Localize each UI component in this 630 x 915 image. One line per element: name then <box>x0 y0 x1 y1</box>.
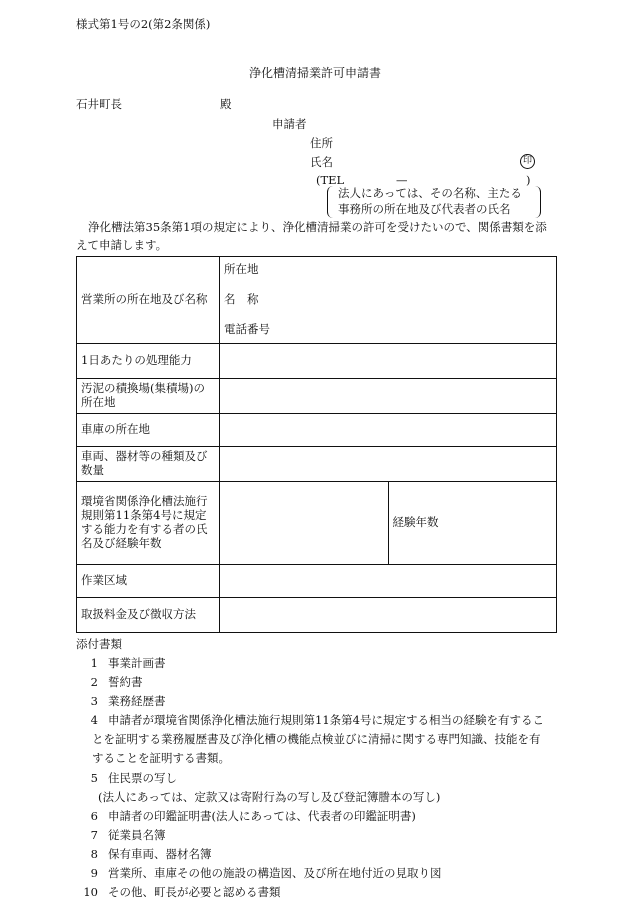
honorific: 殿 <box>220 97 232 111</box>
table-row-fees <box>77 598 557 633</box>
form-number: 様式第1号の2(第2条関係) <box>76 17 211 31</box>
document-title: 浄化槽清掃業許可申請書 <box>248 66 381 80</box>
tel-open: (TEL <box>316 173 345 187</box>
work-area-value-cell[interactable] <box>220 565 557 598</box>
attachment-item-4-cont-2: することを証明する書類。 <box>92 751 230 765</box>
table-row-qualified-person <box>77 482 557 565</box>
capacity-label: 1日あたりの処理能力 <box>77 344 220 379</box>
office-label: 営業所の所在地及び名称 <box>77 257 220 344</box>
work-area-label: 作業区域 <box>77 565 220 598</box>
sludge-site-value-cell[interactable] <box>220 379 557 414</box>
intro-line-1: 浄化槽法第35条第1項の規定により、浄化槽清掃業の許可を受けたいので、関係書類を添 <box>88 220 547 234</box>
table-row-capacity <box>77 344 557 379</box>
office-value-cell[interactable] <box>220 257 557 344</box>
attachment-item-6: 6 申請者の印鑑証明書(法人にあっては、代表者の印鑑証明書) <box>90 809 416 823</box>
experience-years-label: 経験年数 <box>388 482 557 565</box>
address-label: 住所 <box>310 136 333 150</box>
intro-line-2: えて申請します。 <box>76 238 168 252</box>
name-label: 氏名 <box>310 155 333 169</box>
attachment-item-4-cont-1: とを証明する業務履歴書及び浄化槽の機能点検並びに清掃に関する専門知識、技能を有 <box>92 732 541 746</box>
attachment-item-3: 3 業務経歴書 <box>90 694 166 708</box>
corporate-note-line-1: 法人にあっては、その名称、主たる <box>338 186 522 200</box>
corporate-note <box>327 186 541 218</box>
tel-close: ) <box>526 173 531 187</box>
office-phone-label: 電話番号 <box>224 321 270 336</box>
office-location-label: 所在地 <box>224 262 259 277</box>
fees-value-cell[interactable] <box>220 598 557 633</box>
attachment-item-1: 1 事業計画書 <box>90 656 166 670</box>
qualified-person-value-cell[interactable] <box>220 482 389 565</box>
applicant-label: 申請者 <box>272 117 307 131</box>
attachment-item-5-note: (法人にあっては、定款又は寄附行為の写し及び登記簿謄本の写し) <box>98 790 441 804</box>
table-row-sludge <box>77 379 557 414</box>
seal-mark: 印 <box>520 154 535 169</box>
fees-label: 取扱料金及び徴収方法 <box>77 598 220 633</box>
sludge-site-label: 汚泥の積換場(集積場)の所在地 <box>77 379 220 414</box>
table-row-area <box>77 565 557 598</box>
table-row-office <box>77 257 557 344</box>
attachment-item-10: 10 その他、町長が必要と認める書類 <box>83 885 281 899</box>
table-row-vehicles <box>77 447 557 482</box>
qualified-person-label: 環境省関係浄化槽法施行規則第11条第4号に規定する能力を有する者の氏名及び経験年数 <box>77 482 220 565</box>
vehicles-label: 車両、器材等の種類及び数量 <box>77 447 220 482</box>
attachment-item-4: 4 申請者が環境省関係浄化槽法施行規則第11条第4号に規定する相当の経験を有するこ <box>90 713 544 727</box>
office-name-label: 名 称 <box>224 292 259 307</box>
corporate-note-line-2: 事務所の所在地及び代表者の氏名 <box>338 202 511 216</box>
attachment-item-7: 7 従業員名簿 <box>90 828 166 842</box>
attachment-item-2: 2 誓約書 <box>90 675 143 689</box>
attachment-item-8: 8 保有車両、器材名簿 <box>90 847 212 861</box>
attachment-item-9: 9 営業所、車庫その他の施設の構造図、及び所在地付近の見取り図 <box>90 866 442 880</box>
capacity-value-cell[interactable] <box>220 344 557 379</box>
application-table <box>76 256 557 633</box>
vehicles-value-cell[interactable] <box>220 447 557 482</box>
attachments-title: 添付書類 <box>76 637 122 651</box>
garage-value-cell[interactable] <box>220 414 557 447</box>
garage-label: 車庫の所在地 <box>77 414 220 447</box>
table-row-garage <box>77 414 557 447</box>
tel-dash: — <box>396 173 408 187</box>
attachment-item-5: 5 住民票の写し <box>90 771 177 785</box>
addressee: 石井町長 <box>76 97 122 111</box>
